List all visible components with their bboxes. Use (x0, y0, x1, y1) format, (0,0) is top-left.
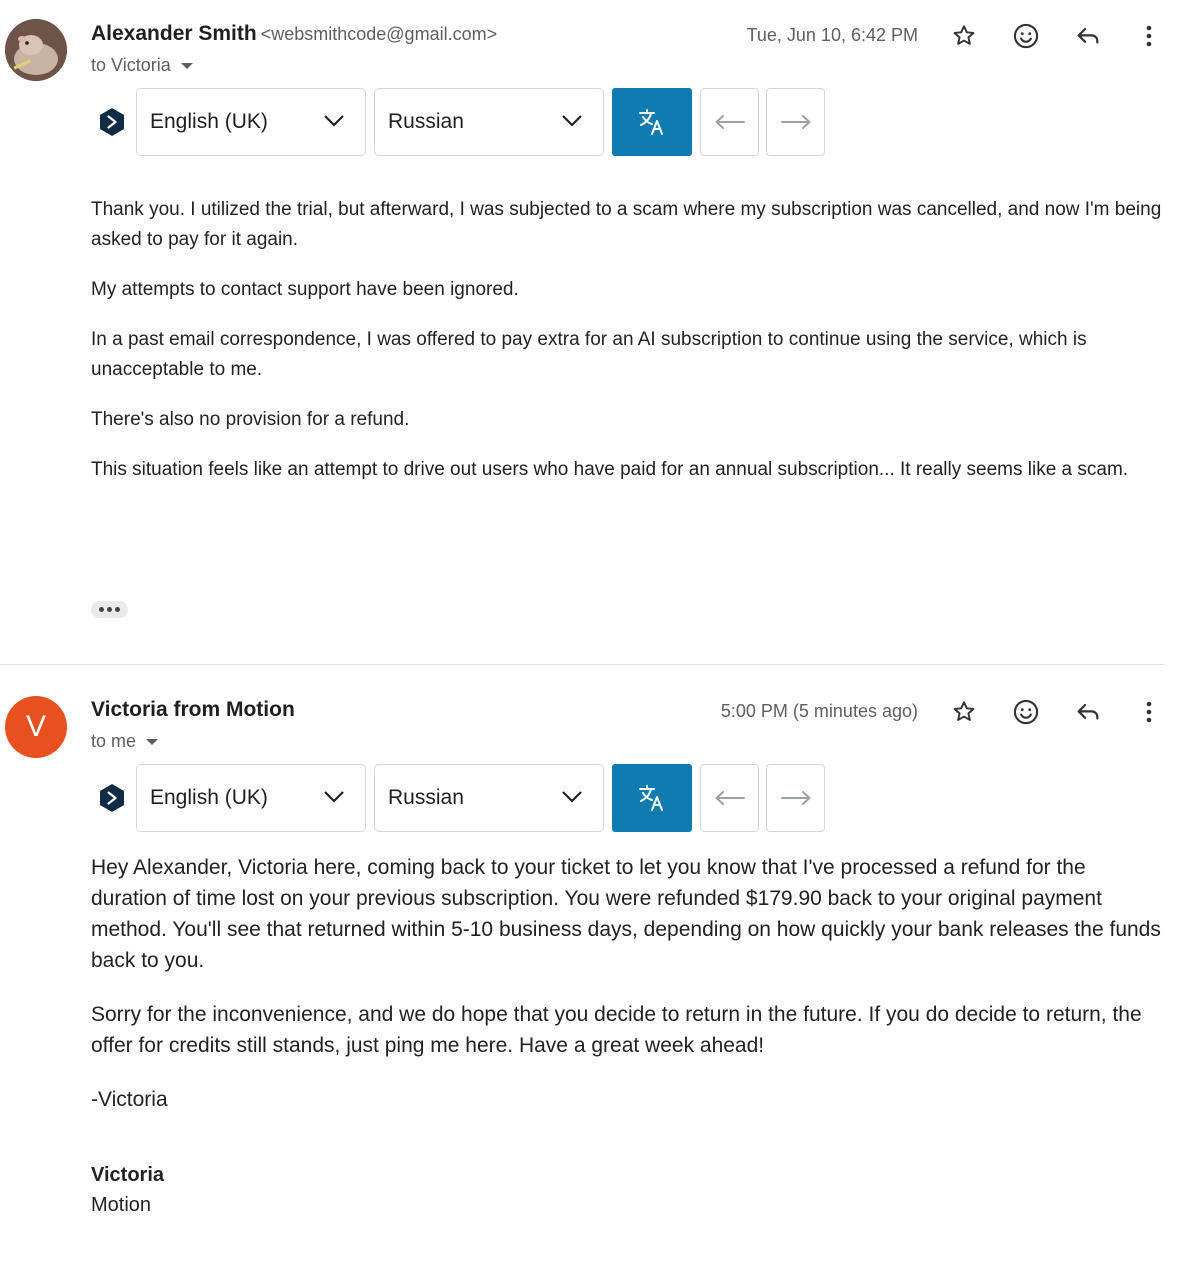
body-paragraph: In a past email correspondence, I was offered to pay extra for an AI subscription to continue using the service, which is unacceptable to me. (91, 329, 1087, 380)
translation-toolbar (91, 88, 831, 156)
avatar-letter: V (25, 710, 46, 743)
sender-line (91, 698, 295, 722)
translate-icon (637, 107, 667, 137)
translation-toolbar (91, 764, 831, 832)
arrow-right-icon (780, 115, 812, 129)
target-language-select[interactable] (374, 764, 604, 832)
message-body (91, 852, 1166, 1138)
deepl-logo-icon (96, 106, 128, 138)
source-language-value: English (UK) (150, 110, 268, 133)
arrow-left-icon (714, 791, 746, 805)
recipient-label: to Victoria (91, 55, 171, 75)
message-timestamp: 5:00 PM (5 minutes ago) (720, 701, 918, 721)
recipient-label: to me (91, 731, 137, 751)
emoji-reaction-button[interactable] (1009, 695, 1043, 729)
source-language-value: English (UK) (150, 786, 268, 809)
reply-button[interactable] (1071, 19, 1105, 53)
more-options-button[interactable] (1132, 695, 1166, 729)
email-message-2 (0, 665, 1183, 1280)
show-trimmed-content-button[interactable] (91, 601, 128, 618)
message-body (91, 195, 1166, 505)
reply-icon (1074, 698, 1102, 726)
more-options-button[interactable] (1132, 19, 1166, 53)
emoji-reaction-button[interactable] (1009, 19, 1043, 53)
ellipsis-dot (99, 607, 104, 612)
target-language-select[interactable] (374, 88, 604, 156)
sender-name[interactable]: Alexander Smith (91, 22, 257, 45)
chevron-down-icon (561, 790, 583, 804)
next-translation-button[interactable] (766, 88, 825, 156)
sender-avatar[interactable] (5, 696, 67, 758)
translate-button[interactable] (612, 88, 692, 156)
caret-down-icon (146, 739, 158, 745)
recipient-toggle[interactable] (91, 731, 158, 752)
deepl-logo-icon (96, 782, 128, 814)
signature-company: Motion (91, 1194, 152, 1216)
arrow-right-icon (780, 791, 812, 805)
emoji-icon (1012, 698, 1040, 726)
avatar-photo-icon (5, 19, 67, 81)
star-button[interactable] (947, 19, 981, 53)
message-timestamp: Tue, Jun 10, 6:42 PM (746, 25, 918, 45)
emoji-icon (1012, 22, 1040, 50)
star-icon (951, 699, 977, 725)
recipient-toggle[interactable] (91, 55, 193, 76)
previous-translation-button[interactable] (700, 88, 759, 156)
reply-icon (1074, 22, 1102, 50)
chevron-down-icon (561, 114, 583, 128)
target-language-value: Russian (388, 786, 464, 809)
source-language-select[interactable] (136, 764, 366, 832)
body-paragraph: This situation feels like an attempt to drive out users who have paid for an annual subscription... It really seems like a scam. (91, 459, 1129, 480)
chevron-down-icon (323, 114, 345, 128)
previous-translation-button[interactable] (700, 764, 759, 832)
body-paragraph: Hey Alexander, Victoria here, coming back to your ticket to let you know that I've processed a refund for the duration of time lost on your previous subscription. You were refunded $179.90 back to your original payment method. You'll see that returned within 5-10 business days, depending on how quickly your bank releases the funds back to you. (91, 856, 1161, 972)
body-paragraph: There's also no provision for a refund. (91, 409, 410, 430)
sender-email: <websmithcode@gmail.com> (260, 24, 498, 44)
body-paragraph: My attempts to contact support have been ignored. (91, 279, 519, 300)
more-vert-icon (1145, 24, 1153, 48)
star-button[interactable] (947, 695, 981, 729)
signature-name: Victoria (91, 1164, 164, 1186)
arrow-left-icon (714, 115, 746, 129)
ellipsis-dot (107, 607, 112, 612)
sender-avatar[interactable] (5, 19, 67, 81)
body-paragraph: Sorry for the inconvenience, and we do hope that you decide to return in the future. If you do decide to return, the offer for credits still stands, just ping me here. Have a great week ahead! (91, 1003, 1142, 1057)
reply-button[interactable] (1071, 695, 1105, 729)
ellipsis-dot (115, 607, 120, 612)
translate-icon (637, 783, 667, 813)
star-icon (951, 23, 977, 49)
target-language-value: Russian (388, 110, 464, 133)
body-paragraph: Thank you. I utilized the trial, but afterward, I was subjected to a scam where my subscription was cancelled, and now I'm being asked to pay for it again. (91, 199, 1162, 250)
source-language-select[interactable] (136, 88, 366, 156)
sender-line (91, 22, 497, 46)
caret-down-icon (181, 63, 193, 69)
more-vert-icon (1145, 700, 1153, 724)
chevron-down-icon (323, 790, 345, 804)
translate-button[interactable] (612, 764, 692, 832)
body-paragraph: -Victoria (91, 1088, 168, 1111)
sender-name[interactable]: Victoria from Motion (91, 698, 295, 721)
next-translation-button[interactable] (766, 764, 825, 832)
